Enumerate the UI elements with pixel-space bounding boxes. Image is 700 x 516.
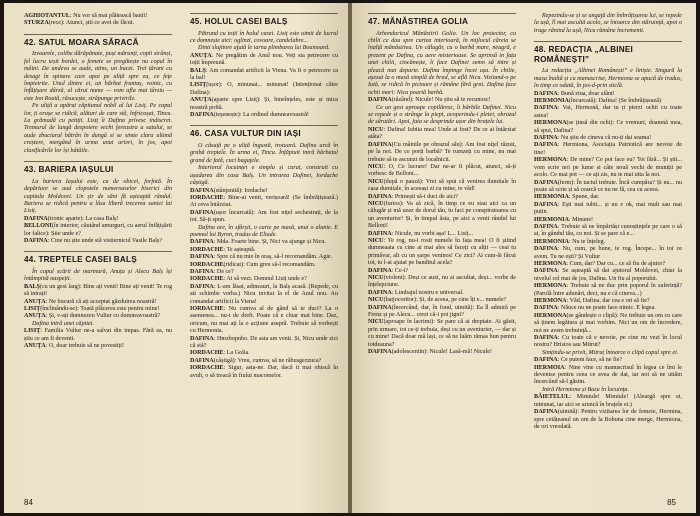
paragraph-text: O căsuță pe o uliță îngustă, trotuară. Dafina urcă în grabă treptele. În urma ei, Tincu. Înfăptuit intră bărbatul grand de fată, cuci bagajele. bbox=[190, 143, 338, 164]
dialogue-line bbox=[24, 306, 172, 313]
dialogue-line bbox=[534, 98, 682, 105]
paragraph-text: (Cu mâinile pe obrazul său): Am fost nițel răzuit, pe la noi. De ce porți barbă? Te rumzeți cu mine, nu mai trebuie să te ascunzi de localnicii. bbox=[368, 141, 516, 163]
speaker-name: DAFINA bbox=[190, 239, 214, 246]
scene-heading bbox=[24, 251, 172, 265]
speaker-name: DAFINA bbox=[534, 305, 558, 312]
dialogue-line bbox=[534, 246, 682, 261]
speaker-name: DAFINA bbox=[534, 335, 558, 342]
scene-heading bbox=[534, 41, 682, 64]
paragraph-text: Dafina intră unei căpitei. bbox=[32, 320, 94, 327]
paragraph-text: (după o pauză): Vrei să spui că venirea dumitale în casa dumitale, în aceeași zi cu mine, te văd! bbox=[368, 178, 516, 193]
left-column-1 bbox=[24, 13, 172, 350]
dialogue-line bbox=[190, 336, 338, 351]
dialogue-line bbox=[190, 284, 338, 306]
paragraph-text: Dinti slujitore ajută le iarna plimbarea lui Boumoard. bbox=[198, 45, 330, 52]
dialogue-line bbox=[190, 269, 338, 276]
dialogue-line bbox=[534, 261, 682, 268]
speaker-name: NICU bbox=[368, 178, 384, 185]
stage-direction bbox=[190, 143, 338, 165]
paragraph-text: (uimită): Pentru vizitarea lor de femeie, Hermina, spre cetățeanul un om de la Bobuna cine merge, Hermiona, de ori vreodată. bbox=[534, 409, 682, 430]
dialogue-line bbox=[190, 53, 338, 68]
right-page bbox=[352, 3, 696, 513]
dialogue-line bbox=[368, 268, 516, 275]
paragraph-text: În capul scării de marmură, Anuța și Alecu Balș își întâmpină oaspeții. bbox=[24, 268, 172, 283]
paragraph-text: : Trebuie să ne împărtăși cunoștințele pe care o să ai, în gândul tău, cu noi. Și se pare că e... bbox=[534, 223, 682, 238]
dialogue-line bbox=[24, 343, 172, 350]
dialogue-line bbox=[190, 306, 338, 336]
dialogue-line bbox=[368, 194, 516, 201]
speaker-name: NICU bbox=[368, 319, 384, 326]
dialogue-line bbox=[24, 299, 172, 306]
dialogue-line bbox=[534, 357, 682, 364]
paragraph-text: : Limbajul nostru e universal. bbox=[391, 289, 464, 296]
dialogue-line bbox=[534, 105, 682, 120]
speaker-name: HERMONIA bbox=[534, 98, 569, 105]
paragraph-text: : Te rog, nu-i rosti numele în fața mea! O fi știind dumneaata cu cine ai mai ales să faceți cu alții — ceai tu primăvar, alt cu un șarpe veninos! Ce zici? Ai cum-ăi făcut tot, tu l-ai ajutat pe banditul acela? bbox=[368, 237, 516, 267]
dialogue-line bbox=[368, 179, 516, 194]
dialogue-line bbox=[24, 216, 172, 223]
paragraph-text: : Hermiona, Asociația Patriotică are nevoie de tine! bbox=[534, 142, 682, 156]
speaker-name: IORDACHE bbox=[190, 276, 224, 283]
dialogue-line bbox=[534, 180, 682, 195]
speaker-name: DAFINA bbox=[534, 357, 558, 364]
dialogue-line bbox=[534, 365, 682, 387]
paragraph-text: : Năuce nu ne poate face nimic. E legea. bbox=[557, 305, 656, 312]
speaker-name: DAFINA bbox=[368, 193, 392, 200]
right-column-2 bbox=[534, 13, 682, 431]
speaker-name: DAFINA bbox=[534, 246, 558, 253]
speaker-name: DAFINA bbox=[24, 237, 48, 244]
paragraph-text: : Nu cumva al de gând să te duci? La o asemenea... nu-i de dreft. Poate că e chiar mai bine. Daz, oricum, nu mai ați la o acțiune asupră. Trebuie să vorbești cu Hermonia. bbox=[190, 306, 338, 335]
paragraph-text: : Sigur, asta-ne. Dar, dacă it mai ohiscă în avult, o să treacă în fiului macomelor. bbox=[190, 365, 338, 379]
paragraph-text: : Și, v-ați dumnezeu Vultur cu dumneavoastră? bbox=[45, 313, 161, 320]
dialogue-line bbox=[368, 231, 516, 238]
speaker-name: IORDACHE bbox=[190, 306, 224, 312]
dialogue-line bbox=[190, 350, 338, 357]
speaker-name: HERMONA bbox=[534, 120, 567, 127]
paragraph-text: (furios): Va să zică, în timp ce eu stau aici ca un călugăr și mă uzez de dorul tău, tu faci pe conspiratoarea cu un aventurier! Și, în timpul ăsta, pe aici a venit rândul lui Belloni! bbox=[368, 200, 516, 230]
dialogue-line bbox=[190, 112, 338, 119]
dialogue-line bbox=[190, 82, 338, 97]
dialogue-line bbox=[190, 358, 338, 365]
speaker-name: DAFINA bbox=[534, 409, 558, 416]
paragraph-text: (ușor încurcată): Am fost nițel sechestrați, de la tot. Să-ți spun. bbox=[190, 209, 338, 224]
speaker-name: BALȘ bbox=[24, 283, 40, 290]
stage-direction bbox=[190, 31, 338, 46]
paragraph-text: (violent): Deși ce auzi, nu ai ascultat, deși... vorbe de înțelepciune. bbox=[368, 275, 516, 289]
speaker-name: DAFINA bbox=[534, 223, 558, 230]
paragraph-text: : Văd, Dafina, dar cea e ori să fie? bbox=[566, 298, 650, 304]
dialogue-line bbox=[190, 365, 338, 380]
paragraph-text: : Minune! bbox=[568, 216, 594, 223]
stage-direction bbox=[368, 105, 516, 127]
left-column-2 bbox=[190, 13, 338, 380]
speaker-name: DAFINA bbox=[190, 112, 214, 119]
paragraph-text: : Dafina! Iubita mea! Unde ai fost? De ce ai întârziat atâta? bbox=[368, 126, 516, 141]
speaker-name: LISIȚ bbox=[24, 305, 41, 312]
speaker-name: DAFINA bbox=[368, 289, 392, 296]
speaker-name: AGHIOTANTUL bbox=[24, 13, 70, 19]
paragraph-text: Ce un gest aproape copilăresc, îi bărbile Dafinei. Nicu se repede și o strânge la piept, acoperindu-i pletei, obrazul de sărutări. Apoi, fata se desprinde ușor din brațele lui. bbox=[368, 104, 516, 126]
speaker-name: DAFINA bbox=[368, 97, 392, 104]
paragraph-text: (se ținsă din ochi): Ce vremuri, doamnă mea, să spui, Dafina? bbox=[534, 120, 682, 134]
stage-direction bbox=[190, 225, 338, 240]
speaker-name: DAFINA bbox=[534, 201, 558, 208]
speaker-name: DAFINA bbox=[190, 357, 214, 364]
speaker-name: NICU bbox=[368, 200, 384, 207]
stage-direction bbox=[24, 269, 172, 284]
paragraph-text: : Ești mai iubit... și nu e ok, mai mult sau mai puțin. bbox=[534, 201, 682, 216]
paragraph-text: (ridicat): Cum greu să-l recomandăm. bbox=[223, 261, 316, 268]
speaker-name: HERMONIA bbox=[534, 238, 569, 245]
speaker-name: HERMONA bbox=[534, 260, 567, 267]
speaker-name: DAFINA bbox=[534, 90, 558, 97]
paragraph-text: (încurcată): Dafina! (Se îmbrățișează) bbox=[568, 98, 662, 105]
dialogue-line bbox=[24, 238, 172, 245]
paragraph-text: Arhondaricul Mănăstirii Golia. Un loc protector, cu chilii ce dau spre curtea interioară, în mijlocul căreia se înalță mănăstirea. Un călugăr, cu o barbă mare, neagră, e prezent pe Dafina, cu aere misterioase. Se aprinsă in fața unei chilii, ciocănește, îi face Dafinei semn să intre și pleacă mai departe. Dafina împinge încet ușa. În chilie, așezat la o masă simplă de brad, se află Nicu. Vizitand-o pe Iută, se ridică în picioare și rămâne fără grai. Dafina face ochii mari: Nicu poartă barbă. bbox=[368, 30, 516, 96]
speaker-name: IORDACHE bbox=[190, 261, 224, 268]
speaker-name: DAFINA bbox=[368, 349, 392, 356]
dialogue-line bbox=[534, 135, 682, 142]
paragraph-text: (ieșenește): La ordinul dumneavoastră! bbox=[213, 112, 309, 119]
speaker-name: HERMONIA bbox=[534, 216, 569, 223]
speaker-name: HERMONA bbox=[534, 283, 567, 290]
paragraph-text: : Trebuie să ne duc prin poporul în suferință? (Parolă între adunări, deci, nu e că cineva...) bbox=[534, 283, 682, 297]
dialogue-line bbox=[24, 223, 172, 238]
speaker-name: BALȘ bbox=[190, 67, 206, 74]
speaker-name: DAFINA bbox=[534, 135, 558, 142]
scene-title: 44. TREPTELE CASEI BALȘ bbox=[24, 255, 137, 265]
dialogue-line bbox=[190, 210, 338, 225]
scene-heading bbox=[24, 34, 172, 48]
dialogue-line bbox=[534, 157, 682, 179]
page-number-right: 85 bbox=[667, 498, 676, 507]
dialogue-line bbox=[368, 297, 516, 304]
paragraph-text: : Familia Vultur ne-a salvat din impas. Fără ea, nu știu ce am fi devenit. bbox=[24, 328, 172, 342]
paragraph-text: (batjocoritor): Și, de aceea, pe cine îți e... numele? bbox=[383, 297, 507, 304]
speaker-name: HERMONA bbox=[534, 298, 567, 304]
speaker-name: NICU bbox=[368, 297, 384, 304]
paragraph-text: (aproape în lacrimi): Se pare că ai dreptate. Ai găsit, prin urmare, tot ce-ți trebuia, deși cu un aventurier, — dar și cu mine! Dacă doar mă lași, ce să ne luăm rămas bun pentru totdeauna? bbox=[368, 319, 516, 348]
paragraph-text: : Ce putem face, să ne fie? bbox=[557, 357, 623, 364]
speaker-name: DAFINA bbox=[190, 187, 214, 194]
speaker-name: DAFINA bbox=[534, 105, 558, 112]
speaker-name: HERMONA bbox=[534, 312, 567, 319]
speaker-name: DAFINA bbox=[534, 268, 558, 275]
stage-direction bbox=[24, 103, 172, 155]
paragraph-text: Pe uliță a apărut căpitanul nobil al lui Lisiț. Pe capul lor, ți orașe se ridică, alături de care stă, înfricoșat, Tincu. La grămadă cu petiții. Lisiț îi Dafina privesc indiscret. Tremurul de lungă despoiere vechi fereastra a satului, se aude zbuciurul bătrân în dungă si se simte clara ultimă creștere, mergând în urma unui arieri, în jos, apoi clasificările lor își bătăile. bbox=[24, 103, 172, 154]
paragraph-text: : Ne bucură că ați acceptat găzduirea noastră! bbox=[45, 298, 157, 305]
speaker-name: NICU bbox=[368, 237, 384, 244]
speaker-name: BĂIETELUL bbox=[534, 394, 570, 401]
dialogue-line bbox=[368, 349, 516, 356]
paragraph-text: Izvoarele, colibe dărăpănate, puși mărunți, copii strânși, fel lucru ieșit bordei, o femeie se pregătește nu copul în mâini. De undeva se aude, atins, un bucet. Trei țărani cu desagi în spinare care apoi pe uliță spre ea, ce fețe împietrite. Unul dintre ei, un bărbat fruntaș, voinic, cu înfățișare dârză, al cărui nume — vom afla mai târziu — este Ion Roată, răsucește, străpunge privirile. bbox=[24, 51, 172, 102]
speaker-name: HERMONA bbox=[534, 157, 567, 164]
paragraph-text: : De mine? Ce pot face eu? Tot fără... Și știi... vom scrie noi pe lume și câte nouă vechi de muniții pe acolo. Ce mai pot — ce ați zis, nu te mai uita la noi. bbox=[534, 157, 682, 179]
speaker-name: IORDACHE bbox=[190, 194, 224, 201]
paragraph-text: Pătrund cu toții în holul casei. Lisiț este uimit de lucrul ce domnește aici: oglinzi, covoare, candelabre... bbox=[190, 30, 338, 44]
paragraph-text: : Hmzbopnbo. De asta am venit. Și, Nicu unde zici că stă? bbox=[190, 335, 338, 350]
paragraph-text: : Am comandat artificii la Viena. Va fi o petrecere ca la bal! bbox=[190, 67, 338, 82]
paragraph-text: : De ce? bbox=[213, 268, 234, 275]
paragraph-text: (rece): Atunci, știi ce avei de făcut. bbox=[48, 20, 135, 27]
scene-title: 42. SATUL MOARA SĂRACĂ bbox=[24, 37, 139, 47]
right-column-1 bbox=[368, 13, 516, 356]
stage-direction bbox=[368, 31, 516, 98]
paragraph-text: La redacția „Albinei Românești” e liniște. Singură la masa înaltă și cu manuscrise, Hermiona se apucă de tradus, în timp ce odată, în jos-d-prin sticlă. bbox=[534, 68, 682, 90]
speaker-name: NICU bbox=[368, 126, 384, 133]
dialogue-line bbox=[190, 97, 338, 112]
speaker-name: NICU bbox=[368, 275, 384, 281]
dialogue-line bbox=[190, 239, 338, 246]
dialogue-line bbox=[24, 20, 172, 27]
stage-direction bbox=[24, 321, 172, 328]
paragraph-text: : Primești să-i duci de aici? bbox=[391, 193, 458, 200]
scene-heading bbox=[190, 125, 338, 139]
dialogue-line bbox=[368, 97, 516, 104]
paragraph-text: (câștigă): Vreu, cumva, să ne răbusgezzuca? bbox=[213, 357, 322, 364]
paragraph-text: : Vai, Hermonă, dar tu ți pierzi ochii cu toate astea! bbox=[534, 105, 682, 119]
paragraph-text: : Se așteaptă să dai ajutorul Moldovei, chiar la nivelul cel mai de jos, Dafina. Un fiu al poporului. bbox=[534, 268, 682, 282]
paragraph-text: (ironic aparte): La casa Balș! bbox=[47, 215, 119, 222]
dialogue-line bbox=[190, 247, 338, 254]
paragraph-text: : Ai să vezi. Domnul Lisiț unde e? bbox=[223, 276, 307, 283]
paragraph-text: : O, Ce lucrare! Dar ne-ar fi plăcut, atunci, să-ți vorbesc de Belloni... bbox=[368, 163, 516, 178]
page-number-left: 84 bbox=[24, 498, 33, 507]
stage-direction bbox=[24, 51, 172, 103]
speaker-name: ANUȚA bbox=[24, 313, 46, 320]
scene-title: 45. HOLUL CASEI BALȘ bbox=[190, 17, 288, 26]
dialogue-line bbox=[534, 202, 682, 217]
speaker-name: ANUȚA bbox=[190, 97, 212, 104]
dialogue-line bbox=[534, 313, 682, 335]
speaker-name: DAFINA bbox=[190, 335, 214, 342]
speaker-name: DAFINA bbox=[190, 209, 214, 216]
paragraph-text: : Mda. Foarte bine. Și, Nici va ajunge și Nicu. bbox=[213, 239, 326, 246]
speaker-name: BELLONI bbox=[24, 223, 52, 230]
dialogue-line bbox=[24, 284, 172, 299]
left-page bbox=[4, 3, 348, 513]
dialogue-line bbox=[368, 305, 516, 320]
dialogue-line bbox=[534, 394, 682, 409]
paragraph-text: (în interior, căutând amurguri, cu aerul înfățișării lor falice): Știe unde e? bbox=[24, 223, 172, 237]
dialogue-line bbox=[534, 194, 682, 201]
dialogue-line bbox=[368, 275, 516, 290]
paragraph-text: (râzând): Nicule! Nu știu să te recunosc! bbox=[391, 97, 491, 104]
paragraph-text: (stânjenită): Iordache! bbox=[213, 187, 268, 194]
paragraph-text: : L-am lăsat, adineauri, la Balș acasă. (Repede, cu ait schimbe vorba.) Nicu invitat la el de Anul nou. Au comandat artificii la Viena! bbox=[190, 283, 338, 305]
dialogue-line bbox=[24, 328, 172, 343]
paragraph-text: : Cu toate că e nevoie, pe cine nu vezi în locul nostru? Hristos sau Mitrut? bbox=[534, 335, 682, 349]
paragraph-text: : Nicule, nu vorbi așa! L... Lisiț... bbox=[391, 230, 474, 237]
paragraph-text: (încercând, dar, în fond, uimită): Ea îl admiră pe Frenz și pe Alecu... crezi că-i pot jigni? bbox=[368, 304, 516, 319]
dialogue-line bbox=[190, 276, 338, 283]
paragraph-text: : Bine-ai venit, verișoară! (Se îmbrățișează.) Ai ceva întârziat. bbox=[190, 194, 338, 209]
speaker-name: LISIȚ bbox=[24, 328, 41, 335]
dialogue-line bbox=[190, 254, 338, 261]
paragraph-text: (aparte spre Lisiț): Și, bineînțeles, este și mica noastră poftă. bbox=[190, 97, 338, 111]
speaker-name: NICU bbox=[368, 163, 384, 170]
dialogue-line bbox=[190, 188, 338, 195]
paragraph-text: : Ce-i? bbox=[391, 267, 409, 274]
speaker-name: DAFINA bbox=[534, 179, 558, 186]
paragraph-text: : La Golia. bbox=[223, 350, 250, 357]
paragraph-text: (ușor): O, minunat... minunat! (Intenționat către Dafina): bbox=[190, 82, 338, 96]
dialogue-line bbox=[368, 238, 516, 268]
speaker-name: DAFINA bbox=[368, 141, 392, 148]
speaker-name: DAFINA bbox=[190, 268, 214, 275]
dialogue-line bbox=[534, 268, 682, 283]
speaker-name: ANUȚA bbox=[190, 52, 212, 59]
scene-title: 46. CASA VULTUR DIN IAȘI bbox=[190, 129, 301, 139]
paragraph-text: Simțindu-se privit, Mitruț întoarce o clipă capul spre ei. bbox=[542, 349, 679, 356]
dialogue-line bbox=[534, 305, 682, 312]
dialogue-line bbox=[368, 127, 516, 142]
speaker-name: DAFINA bbox=[534, 142, 558, 149]
speaker-name: IORDACHE bbox=[190, 365, 224, 372]
dialogue-line bbox=[368, 164, 516, 179]
paragraph-text: : Nu vor să mai plătească banii! bbox=[69, 13, 148, 19]
speaker-name: DAFINA bbox=[24, 215, 48, 222]
paragraph-text: : Bună ziua, doar sfânt! bbox=[557, 90, 615, 97]
paragraph-text: : Nu știu de cineva că nu-ți dai seama! bbox=[557, 135, 652, 142]
scene-heading bbox=[368, 13, 516, 27]
paragraph-text: : Nu, cum, pe bune, te rog. Începe... în tot ce avem. Tu ne ești? Și Vultur bbox=[534, 246, 682, 260]
paragraph-text: : Mimiule! Mimiule! (Aleargă spre ei, minunat, iar aici se aruncă în brațele ei.) bbox=[534, 394, 682, 408]
speaker-name: HERMOIA bbox=[534, 364, 565, 371]
paragraph-text: : Spune, dar. bbox=[568, 194, 600, 201]
speaker-name: IORDACHE bbox=[190, 246, 224, 253]
dialogue-line bbox=[368, 319, 516, 349]
dialogue-line bbox=[368, 142, 516, 164]
paragraph-text: (se gândește o clipă): Ne trebuie un om cu care să ținem legătura și mai vorbim. Nici un om de încredere, noi ne avem trebuință... bbox=[534, 312, 682, 334]
dialogue-line bbox=[534, 283, 682, 298]
paragraph-text: : Nu te înțeleg. bbox=[568, 238, 606, 245]
dialogue-line bbox=[368, 201, 516, 231]
scene-title: 48. REDACȚIA „ALBINEI ROMÂNEȘTI” bbox=[534, 45, 633, 64]
speaker-name: DAFINA bbox=[190, 283, 214, 290]
scene-heading bbox=[24, 161, 172, 175]
paragraph-text: : Spre că nu mie în oraș, să-l recomandăm. Agie. bbox=[213, 254, 333, 261]
stage-direction bbox=[24, 179, 172, 216]
speaker-name: IORDACHE bbox=[190, 350, 224, 357]
paragraph-text: Dafina are, în sfârșit, o carte pe masă, unui o alunie. E poemul lui Byron, tradus de Eliade. bbox=[190, 224, 338, 238]
dialogue-line bbox=[534, 142, 682, 157]
scene-heading bbox=[190, 13, 338, 27]
dialogue-line bbox=[534, 120, 682, 135]
speaker-name: DAFINA bbox=[368, 230, 392, 237]
stage-direction bbox=[534, 13, 682, 35]
stage-direction bbox=[190, 165, 338, 187]
dialogue-line bbox=[534, 335, 682, 350]
dialogue-line bbox=[534, 217, 682, 224]
paragraph-text: : O, doar trebuie să ne povestiți! bbox=[45, 343, 125, 349]
dialogue-line bbox=[534, 91, 682, 98]
paragraph-text: : Nine vine cu manuscrisul în legea ce îmi le devenise pentru ceea ce avea de dat, iar noi să ne uităm încercând să-l găsim. bbox=[534, 364, 682, 386]
speaker-name: DAFINA bbox=[190, 254, 214, 261]
paragraph-text: Repezindu-se și se angajă din îmbrățișarea lui, se repede la ușă, îl mai ascultă acolo, se întoarce din stăruință, apoi o trage rănind la ușă, Nicu rămâne încremenit. bbox=[534, 13, 682, 34]
dialogue-line bbox=[190, 68, 338, 83]
paragraph-text: : Te așteaptă. bbox=[223, 246, 256, 253]
speaker-name: ANUȚA bbox=[24, 298, 46, 305]
paragraph-text: Interiorul locuinței e simplu și curat, construit cu așadarea din casa Balș. Un intrarea Dafinei, Iordache câștigă. bbox=[190, 165, 338, 187]
dialogue-line bbox=[190, 262, 338, 269]
speaker-name: DAFINA bbox=[368, 267, 392, 274]
paragraph-text: : Cine nu știe unde stă vistiernicul Vasile Balș? bbox=[47, 237, 162, 244]
paragraph-text: (cu un gest larg): Bine ați venit! Bine ați venit! Te rog să intrați! bbox=[24, 283, 172, 298]
stage-direction bbox=[190, 45, 338, 52]
scene-title: 47. MĂNĂSTIREA GOLIA bbox=[368, 17, 469, 26]
book-spread bbox=[4, 3, 696, 513]
stage-direction bbox=[534, 68, 682, 90]
paragraph-text: Intră Hermiona și Bazu în locuința. bbox=[542, 386, 630, 393]
dialogue-line bbox=[190, 195, 338, 210]
dialogue-line bbox=[534, 224, 682, 239]
paragraph-text: : Ne pregătim de Anul nou. Veți sta petrecere cu toții împreună. bbox=[190, 52, 338, 67]
speaker-name: DAFINA bbox=[368, 304, 392, 311]
paragraph-text: (ferm): În tactul trebuie. Încă cumpăra? Și nu... nu poate să scrie și să cearcă ce nu ne fă, cea cu aceea. bbox=[534, 179, 682, 193]
paragraph-text: La bariera Iașului este, ca de obicei, forfotă. În depărtare se aud clopotele numeroaselor biserici din capitala Moldovei. Un șir de săni fă așteaptă rândul. Bariera se ridică pentru a lăsa liberă trecerea saniei lui Lisiț. bbox=[24, 178, 172, 215]
speaker-name: HERMONIA bbox=[534, 194, 569, 201]
paragraph-text: (înclinându-se): Toată plăcerea este pentru mine! bbox=[40, 305, 160, 312]
dialogue-line bbox=[24, 313, 172, 320]
paragraph-text: (adolescentin): Nicule! Lasă-mă! Nicule! bbox=[391, 349, 493, 356]
speaker-name: ANUȚA bbox=[24, 343, 46, 349]
paragraph-text: : Cum, dar? Dar cu... ce să fiu de ajutor? bbox=[566, 260, 666, 267]
speaker-name: STURZA bbox=[24, 20, 49, 27]
dialogue-line bbox=[534, 409, 682, 431]
scene-title: 43. BARIERA IAȘULUI bbox=[24, 165, 114, 175]
speaker-name: LISIȚ bbox=[190, 82, 207, 89]
